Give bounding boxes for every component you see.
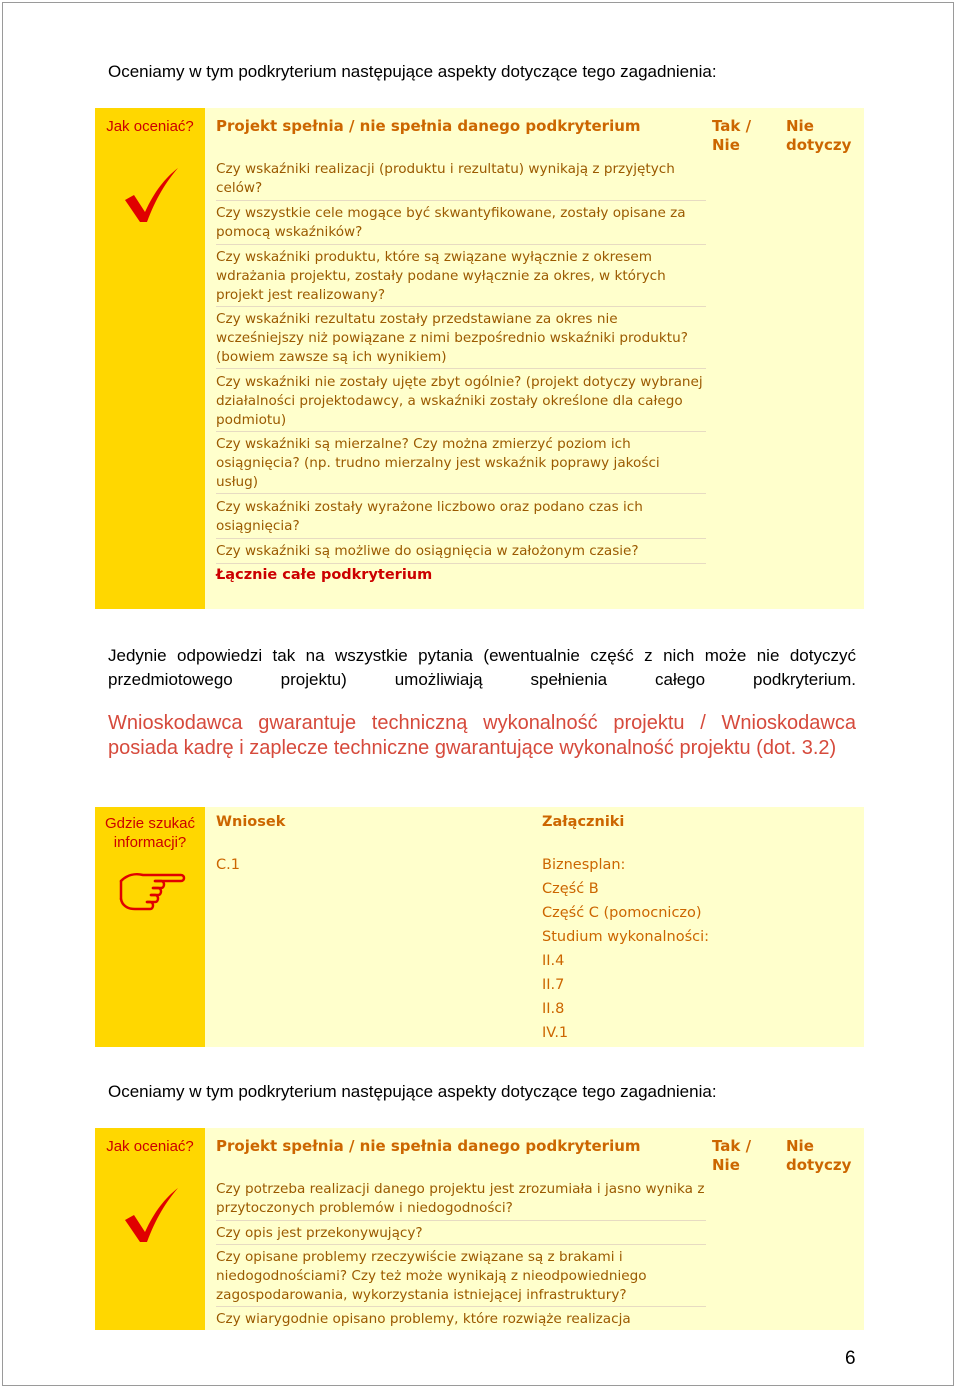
column-tak-nie: Tak / Nie [712, 117, 752, 154]
wniosek-item: C.1 [216, 857, 240, 873]
table-header-title: Projekt spełnia / nie spełnia danego podkryterium [216, 117, 641, 135]
intro-text: Oceniamy w tym podkryterium następujące aspekty dotyczące tego zagadnienia: [108, 62, 717, 81]
question-row: Czy wskaźniki są możliwe do osiągnięcia w założonym czasie? [216, 542, 706, 564]
where-to-look-label: Gdzie szukać informacji? [104, 815, 196, 851]
page-number: 6 [845, 1348, 856, 1369]
column-tak-nie: Tak / Nie [712, 1137, 752, 1174]
how-to-assess-label: Jak oceniać? [106, 118, 194, 135]
column-nie-dotyczy: Nie dotyczy [786, 117, 852, 154]
how-to-assess-label: Jak oceniać? [106, 1138, 194, 1155]
left-column [95, 108, 205, 609]
zalaczniki-item: II.7 [542, 977, 565, 993]
question-row: Czy opis jest przekonywujący? [216, 1224, 706, 1245]
checkmark-icon [120, 1186, 180, 1246]
summary-label: Łącznie całe podkryterium [216, 567, 433, 583]
zalaczniki-item: Biznesplan: [542, 857, 626, 873]
question-row: Czy wskaźniki zostały wyrażone liczbowo oraz podano czas ich osiągnięcia? [216, 498, 706, 539]
zalaczniki-item: Część C (pomocniczo) [542, 905, 702, 921]
zalaczniki-item: II.8 [542, 1001, 565, 1017]
zalaczniki-item: II.4 [542, 953, 565, 969]
intro-text: Oceniamy w tym podkryterium następujące aspekty dotyczące tego zagadnienia: [108, 1082, 717, 1101]
checkmark-icon [120, 166, 180, 226]
question-row: Czy wskaźniki produktu, które są związane wyłącznie z okresem wdrażania projektu, zostały podane wyłącznie za okres, w których projekt jest realizowany? [216, 248, 706, 307]
left-column [95, 807, 205, 1047]
question-row: Czy potrzeba realizacji danego projektu jest zrozumiała i jasno wynika z przytoczonych problemów i niedogodności? [216, 1180, 706, 1221]
sources-table [95, 807, 864, 1047]
question-row: Czy wszystkie cele mogące być skwantyfikowane, zostały opisane za pomocą wskaźników? [216, 204, 706, 245]
column-nie-dotyczy: Nie dotyczy [786, 1137, 852, 1174]
question-row: Czy wiarygodnie opisano problemy, które rozwiąże realizacja [216, 1311, 631, 1327]
pointing-hand-icon [117, 867, 187, 917]
zalaczniki-item: IV.1 [542, 1025, 569, 1041]
wniosek-header: Wniosek [216, 814, 286, 830]
question-row: Czy wskaźniki są mierzalne? Czy można zmierzyć poziom ich osiągnięcia? (np. trudno mierzalny jest wskaźnik poprawy jakości usług) [216, 435, 706, 494]
zalaczniki-item: Studium wykonalności: [542, 929, 710, 945]
question-row: Czy wskaźniki rezultatu zostały przedstawiane za okres nie wcześniejszy niż powiązane z nimi bezpośrednio wskaźniki produktu? (bowiem zawsze są ich wynikiem) [216, 310, 706, 369]
table-header-title: Projekt spełnia / nie spełnia danego podkryterium [216, 1137, 641, 1155]
zalaczniki-header: Załączniki [542, 814, 625, 830]
question-row: Czy opisane problemy rzeczywiście związane są z brakami i niedogodnościami? Czy też może wynikają z nieodpowiedniego zagospodarowania, wykorzystania istniejącej infrastruktury? [216, 1248, 706, 1307]
zalaczniki-item: Część B [542, 881, 599, 897]
question-row: Czy wskaźniki realizacji (produktu i rezultatu) wynikają z przyjętych celów? [216, 160, 706, 201]
question-row: Czy wskaźniki nie zostały ujęte zbyt ogólnie? (projekt dotyczy wybranej działalności projektodawcy, a wskaźniki zostały określone dla całego podmiotu) [216, 373, 706, 432]
assessment-table [95, 1128, 864, 1330]
assessment-table [95, 108, 864, 609]
left-column [95, 1128, 205, 1330]
note-paragraph: Jedynie odpowiedzi tak na wszystkie pytania (ewentualnie część z nich może nie dotyczyć przedmiotowego projektu) umożliwiają spełnienia całego podkryterium. [108, 646, 856, 689]
criterion-heading: Wnioskodawca gwarantuje techniczną wykonalność projektu / Wnioskodawca posiada kadrę i zaplecze techniczne gwarantujące wykonalność projektu (dot. 3.2) [108, 712, 856, 759]
